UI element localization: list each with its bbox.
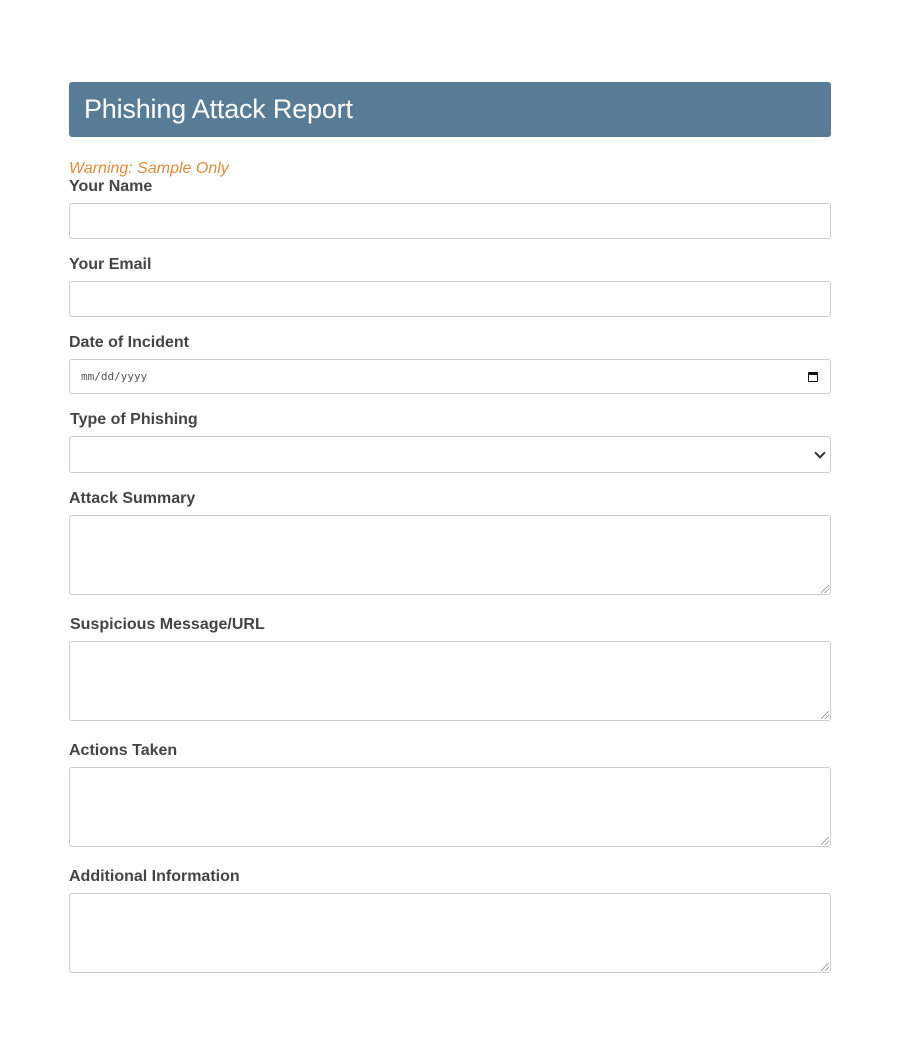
date-label: Date of Incident [69,334,190,351]
phishing-type-label: Type of Phishing [70,411,198,428]
email-input[interactable] [69,281,831,317]
name-label: Your Name [69,178,153,195]
resize-handle-icon[interactable] [821,711,829,719]
resize-handle-icon[interactable] [821,963,829,971]
warning-text: Warning: Sample Only [69,160,229,177]
calendar-icon[interactable] [808,372,818,382]
date-placeholder: mm/dd/yyyy [81,370,148,383]
report-form [69,82,831,885]
phishing-type-select[interactable] [69,436,831,473]
suspicious-message-textarea[interactable] [69,641,831,721]
resize-handle-icon[interactable] [821,837,829,845]
form-header [69,82,831,137]
actions-taken-textarea[interactable] [69,767,831,847]
name-input[interactable] [69,203,831,239]
suspicious-message-label: Suspicious Message/URL [70,616,265,633]
email-label: Your Email [69,256,152,273]
additional-info-label: Additional Information [69,868,240,885]
attack-summary-label: Attack Summary [69,490,196,507]
page-title: Phishing Attack Report [84,94,353,124]
chevron-down-icon [814,447,825,458]
date-input[interactable] [69,359,831,394]
actions-taken-label: Actions Taken [69,742,178,759]
attack-summary-textarea[interactable] [69,515,831,595]
additional-info-textarea[interactable] [69,893,831,973]
resize-handle-icon[interactable] [821,585,829,593]
